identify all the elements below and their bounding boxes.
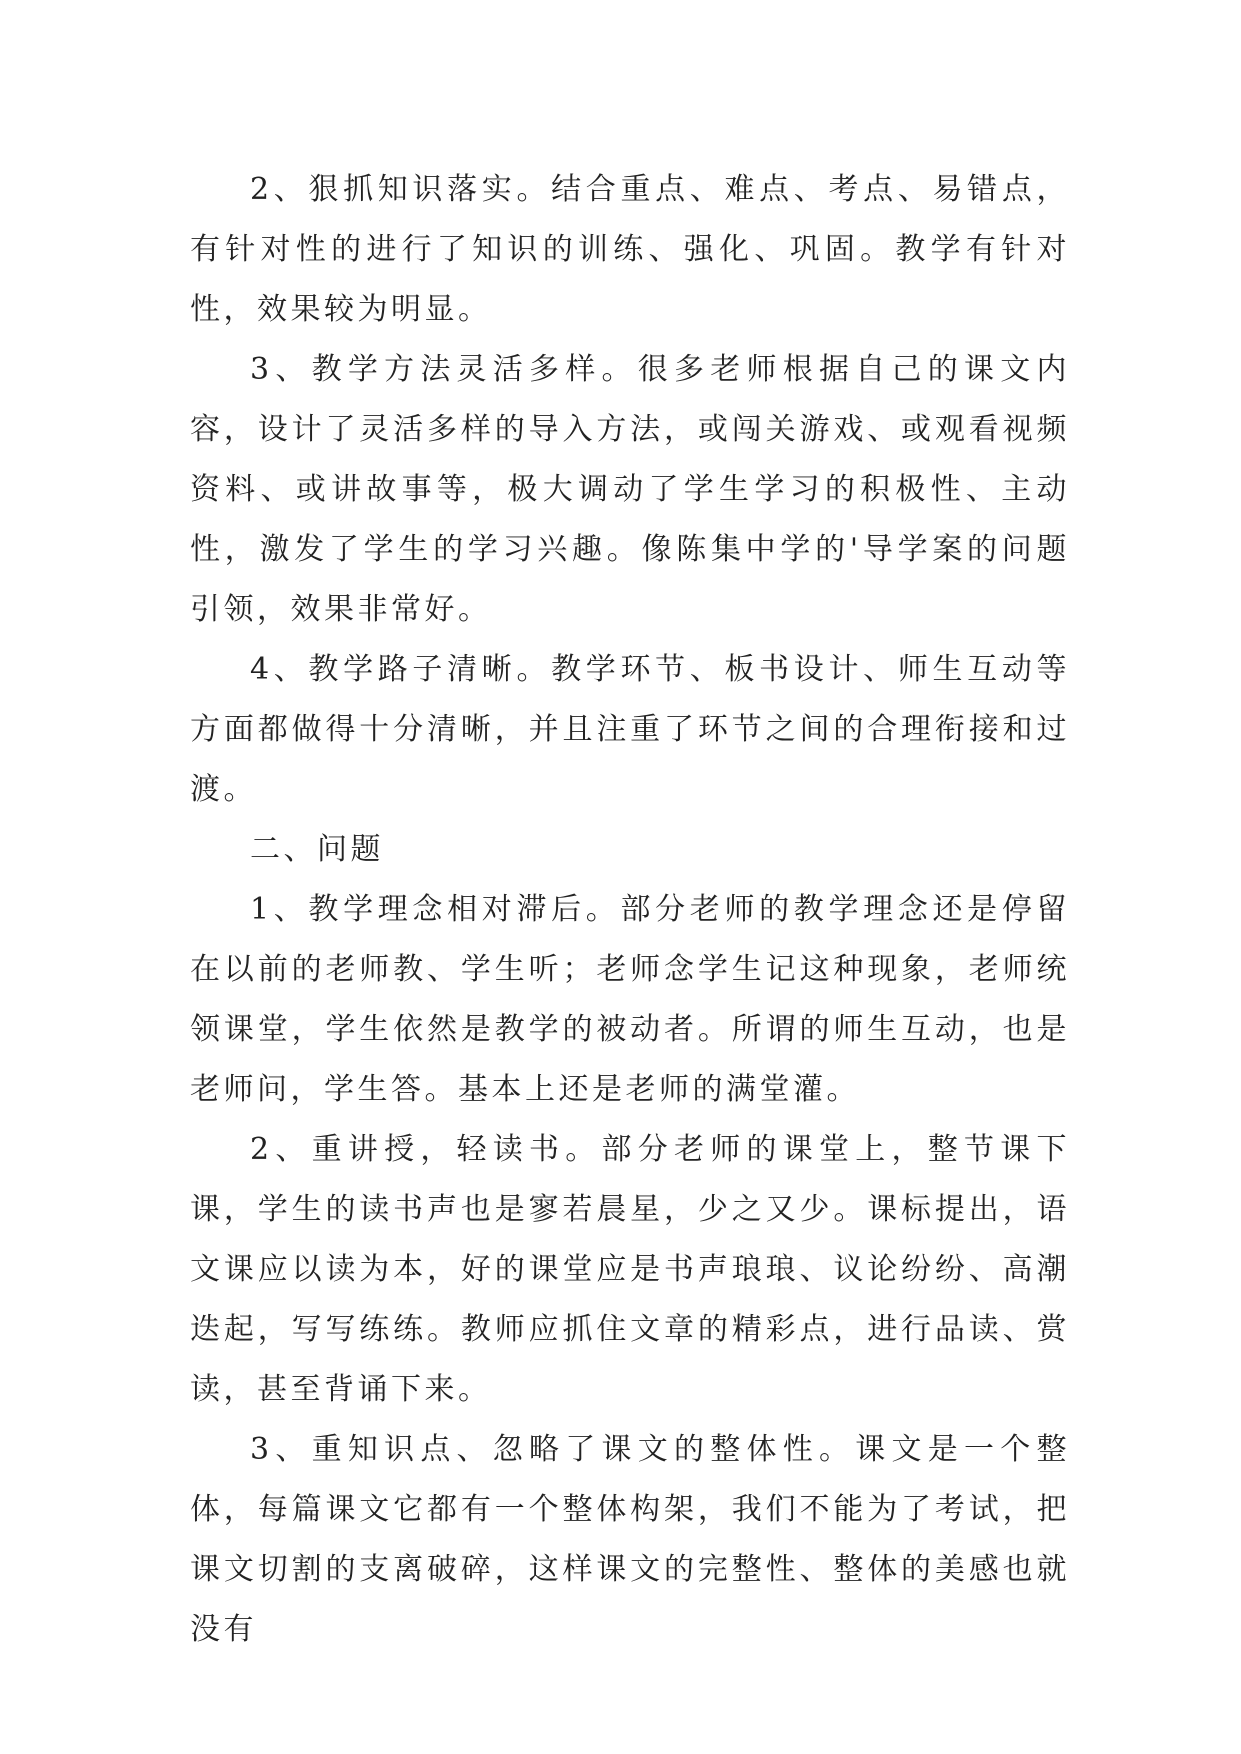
paragraph-point-2-knowledge: 2、狠抓知识落实。结合重点、难点、考点、易错点，有针对性的进行了知识的训练、强化、巩固。教学有针对性，效果较为明显。 bbox=[190, 172, 1070, 327]
paragraph-problem-2-reading: 2、重讲授，轻读书。部分老师的课堂上，整节课下课，学生的读书声也是寥若晨星，少之又少。课标提出，语文课应以读为本，好的课堂应是书声琅琅、议论纷纷、高潮迭起，写写练练。教师应抓住文章的精彩点，进行品读、赏读，甚至背诵下来。 bbox=[190, 1132, 1070, 1407]
paragraph-problem-1-concepts: 1、教学理念相对滞后。部分老师的教学理念还是停留在以前的老师教、学生听；老师念学生记这种现象，老师统领课堂，学生依然是教学的被动者。所谓的师生互动，也是老师问，学生答。基本上还是老师的满堂灌。 bbox=[190, 892, 1070, 1107]
paragraph-problem-3-integrity: 3、重知识点、忽略了课文的整体性。课文是一个整体，每篇课文它都有一个整体构架，我们不能为了考试，把课文切割的支离破碎，这样课文的完整性、整体的美感也就没有 bbox=[190, 1432, 1070, 1647]
document-body bbox=[190, 160, 1070, 1660]
paragraph-point-3-methods: 3、教学方法灵活多样。很多老师根据自己的课文内容，设计了灵活多样的导入方法，或闯关游戏、或观看视频资料、或讲故事等，极大调动了学生学习的积极性、主动性，激发了学生的学习兴趣。像陈集中学的'导学案的问题引领，效果非常好。 bbox=[190, 352, 1070, 627]
section-heading-problems: 二、问题 bbox=[250, 832, 384, 867]
paragraph-point-4-clarity: 4、教学路子清晰。教学环节、板书设计、师生互动等方面都做得十分清晰，并且注重了环节之间的合理衔接和过渡。 bbox=[190, 652, 1070, 807]
